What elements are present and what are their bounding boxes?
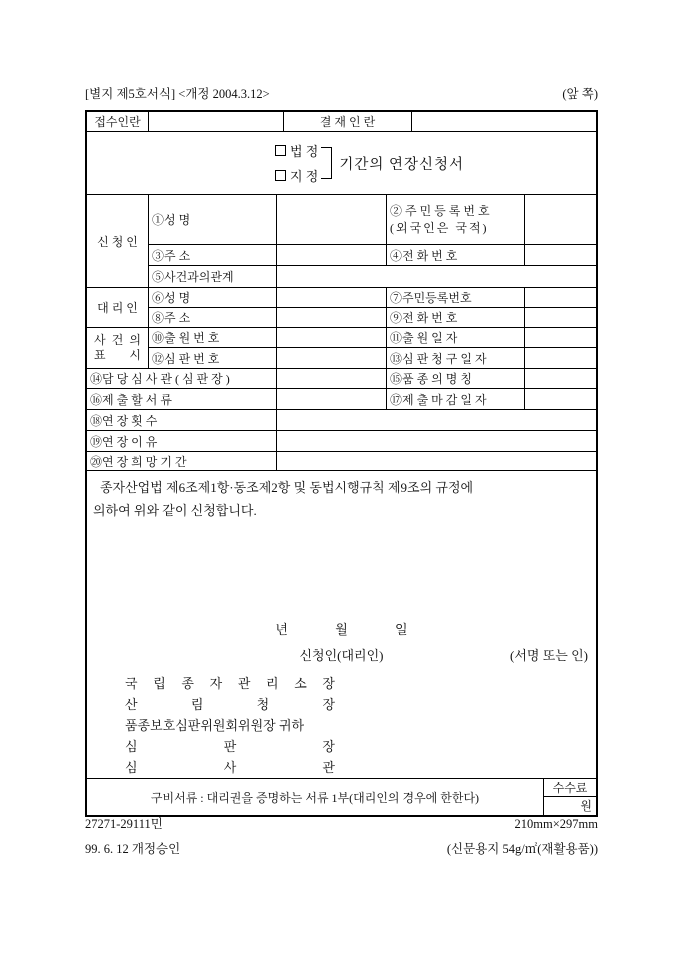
addressee-variety-board: 품종보호심판위원회위원장 귀하	[125, 718, 305, 733]
field-label-relation: ⑤사건과의관계	[149, 266, 277, 287]
field-value-addr1	[277, 245, 387, 265]
sign-or-seal-note: (서명 또는 인)	[510, 648, 588, 663]
date-year-label: 년	[275, 622, 288, 637]
fee-box	[544, 779, 596, 815]
addressee-trial-chief: 심 판 장	[125, 739, 335, 754]
date-line	[87, 619, 596, 638]
field-value-ext-count	[277, 410, 596, 430]
agent-section	[87, 288, 596, 328]
applicant-section	[87, 195, 596, 288]
field-label-docs: ⑯제 출 할 서 류	[87, 389, 277, 409]
field-value-name2	[277, 288, 387, 307]
field-label-deadline: ⑰제 출 마 감 일 자	[387, 389, 525, 409]
attachment-text: 구비서류 : 대리권을 증명하는 서류 1부(대리인의 경우에 한한다)	[87, 779, 544, 815]
field-value-regno1	[525, 195, 596, 244]
footer-revision: 99. 6. 12 개정승인	[85, 842, 181, 856]
fee-unit: 원	[580, 799, 592, 813]
title-block	[87, 132, 596, 195]
receipt-stamp-label: 접수인란	[87, 112, 149, 131]
field-value-docs	[277, 389, 387, 409]
bracket-shape	[321, 147, 332, 179]
field-value-phone2	[525, 308, 596, 327]
approval-stamp-area	[412, 112, 596, 131]
extension-reason-row	[87, 431, 596, 452]
addressee-examiner: 심 사 관	[125, 760, 335, 775]
field-label-ext-period: ⑳연 장 희 망 기 간	[87, 452, 277, 470]
footer-paper-size: 210mm×297mm	[514, 817, 598, 831]
form-reference: [별지 제5호서식] <개정 2004.3.12>	[85, 87, 270, 101]
extension-count-row	[87, 410, 596, 431]
field-label-ext-reason: ⑲연 장 이 유	[87, 431, 277, 451]
page-side-label: (앞 쪽)	[562, 87, 598, 101]
field-label-trial-req-date: ⑬심 판 청 구 일 자	[387, 348, 525, 368]
field-label-name2: ⑥성 명	[149, 288, 277, 307]
field-label-phone1: ④전 화 번 호	[387, 245, 525, 265]
footer-paper-spec: (신문용지 54g/㎡(재활용품))	[446, 842, 598, 856]
field-value-app-date	[525, 328, 596, 347]
field-label-addr2: ⑧주 소	[149, 308, 277, 327]
attachment-row	[87, 779, 596, 815]
legal-period-checkbox[interactable]	[275, 145, 286, 156]
field-label-app-date: ⑪출 원 일 자	[387, 328, 525, 347]
applicant-signature-label: 신청인(대리인)	[299, 648, 384, 663]
field-label-name1: ①성 명	[149, 195, 277, 244]
field-value-relation	[277, 266, 596, 287]
field-value-ext-period	[277, 452, 596, 470]
field-value-name1	[277, 195, 387, 244]
field-value-variety-name	[525, 369, 596, 388]
field-label-app-no: ⑩출 원 번 호	[149, 328, 277, 347]
documents-row	[87, 389, 596, 410]
fee-label: 수수료	[544, 779, 596, 797]
field-label-ext-count: ⑱연 장 횟 수	[87, 410, 277, 430]
field-value-trial-no	[277, 348, 387, 368]
stamp-row	[87, 112, 596, 132]
page-top-line	[85, 84, 598, 102]
field-label-variety-name: ⑮품 종 의 명 칭	[387, 369, 525, 388]
agent-group-label: 대 리 인	[87, 288, 149, 327]
form-title: 기간의 연장신청서	[339, 156, 465, 173]
case-section	[87, 328, 596, 369]
field-label-addr1: ③주 소	[149, 245, 277, 265]
form-table	[85, 110, 598, 817]
examiner-row	[87, 369, 596, 389]
applicant-group-label: 신 청 인	[87, 195, 149, 287]
statement-signature-cell	[87, 471, 596, 779]
footer-doc-code: 27271-29111민	[85, 817, 163, 831]
field-label-examiner: ⑭담 당 심 사 관 ( 심 판 장 )	[87, 369, 277, 388]
field-value-regno2	[525, 288, 596, 307]
designated-period-label: 지 정	[289, 169, 319, 184]
field-value-deadline	[525, 389, 596, 409]
field-value-examiner	[277, 369, 387, 388]
date-day-label: 일	[395, 622, 408, 637]
addressee-seed-office: 국 립 종 자 관 리 소 장	[125, 676, 335, 691]
field-value-addr2	[277, 308, 387, 327]
page-footer	[85, 812, 598, 862]
field-label-regno1: ② 주 민 등 록 번 호 (외국인은 국적)	[387, 195, 525, 244]
legal-period-label: 법 정	[289, 144, 319, 159]
receipt-stamp-area	[149, 112, 284, 131]
field-label-trial-no: ⑫심 판 번 호	[149, 348, 277, 368]
designated-period-checkbox[interactable]	[275, 170, 286, 181]
field-value-ext-reason	[277, 431, 596, 451]
statement-text: 종자산업법 제6조제1항·동조제2항 및 동법시행규칙 제9조의 규정에 의하여 위와 같이 신청합니다.	[93, 480, 474, 518]
extension-period-row	[87, 452, 596, 471]
designated-period-option	[275, 166, 318, 185]
field-label-phone2: ⑨전 화 번 호	[387, 308, 525, 327]
field-value-app-no	[277, 328, 387, 347]
case-group-label: 사 건 의 표 시	[87, 328, 149, 368]
addressee-list	[125, 673, 335, 778]
field-label-regno2: ⑦주민등록번호	[387, 288, 525, 307]
field-value-trial-req-date	[525, 348, 596, 368]
legal-period-option	[275, 141, 318, 160]
date-month-label: 월	[335, 622, 348, 637]
approval-stamp-label: 결 재 인 란	[284, 112, 412, 131]
field-value-phone1	[525, 245, 596, 265]
addressee-forest-service: 산 림 청 장	[125, 697, 335, 712]
